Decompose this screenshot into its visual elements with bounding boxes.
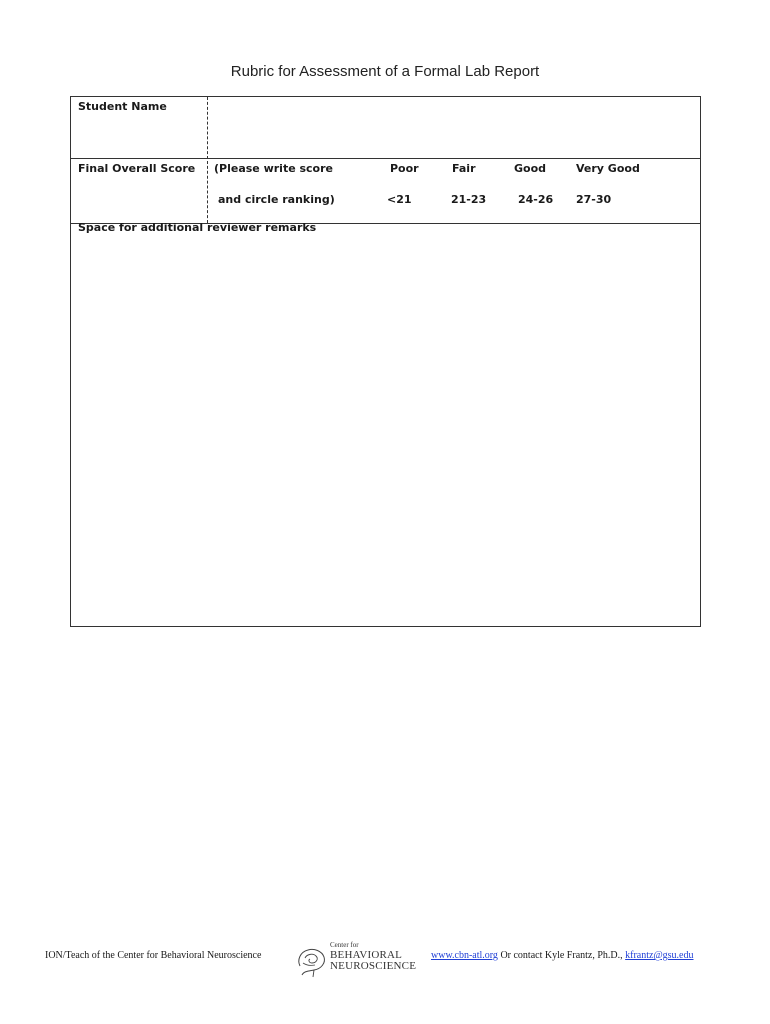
final-score-label: Final Overall Score <box>78 162 196 175</box>
email-link[interactable]: kfrantz@gsu.edu <box>625 950 694 961</box>
ranking-very-good-range: 27-30 <box>576 193 612 206</box>
instruction-line-1: (Please write score <box>214 162 333 175</box>
remarks-label: Space for additional reviewer remarks <box>78 221 317 234</box>
logo-line-3: NEUROSCIENCE <box>330 960 417 972</box>
footer-org-text: ION/Teach of the Center for Behavioral Neuroscience <box>45 950 262 961</box>
remarks-area[interactable] <box>71 223 700 626</box>
ranking-fair-range: 21-23 <box>451 193 487 206</box>
footer-contact <box>431 950 694 961</box>
rubric-table <box>70 96 701 627</box>
brain-icon <box>294 944 330 980</box>
ranking-good-range: 24-26 <box>518 193 554 206</box>
ranking-good-label: Good <box>514 162 547 175</box>
website-link[interactable]: www.cbn-atl.org <box>431 950 498 961</box>
ranking-fair-label: Fair <box>452 162 476 175</box>
ranking-poor-range: <21 <box>387 193 412 206</box>
logo-line-2: BEHAVIORAL <box>330 949 403 961</box>
ranking-poor-label: Poor <box>390 162 419 175</box>
student-name-row <box>71 97 700 159</box>
contact-text: Or contact Kyle Frantz, Ph.D., <box>497 950 626 961</box>
cbn-logo <box>294 941 417 980</box>
document-title: Rubric for Assessment of a Formal Lab Report <box>230 63 540 80</box>
footer <box>0 940 770 980</box>
final-score-row <box>71 158 700 224</box>
ranking-very-good-label: Very Good <box>576 162 640 175</box>
instruction-line-2: and circle ranking) <box>218 193 335 206</box>
column-divider <box>207 97 208 223</box>
student-name-label: Student Name <box>78 100 167 113</box>
logo-line-1: Center for <box>330 941 359 949</box>
